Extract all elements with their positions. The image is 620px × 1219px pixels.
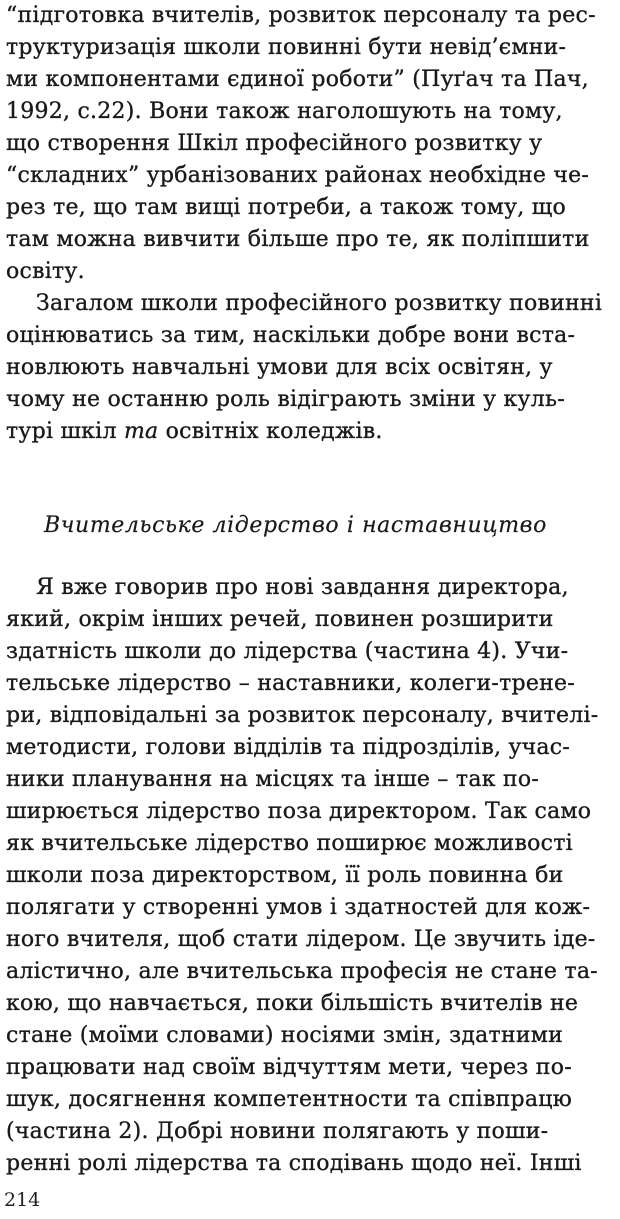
text-line: новлюють навчальні умови для всіх освітян, у [6,355,553,380]
section-heading: Вчительське лідерство і наставництво [44,513,547,538]
text-line: який, окрім інших речей, повинен розширити [6,607,554,632]
text-line: полягати у створенні умов і здатностей для кож- [6,895,591,920]
text-line: здатність школи до лідерства (частина 4). Учи- [6,639,569,664]
text-line: тельське лідерство – наставники, колеги-трене- [6,671,575,696]
text-line: ного вчителя, щоб стати лідером. Це звучить іде- [6,927,596,952]
text-line: чому не останню роль відіграють зміни у куль- [6,387,565,412]
page-number: 214 [4,1189,41,1211]
text-line: що створення Шкіл професійного розвитку у [6,131,543,156]
text-line: методисти, голови відділів та підрозділів, учас- [6,735,571,760]
text-line: стане (моїми словами) носіями змін, здатними [6,1023,564,1048]
text-fragment: турі шкіл [6,419,124,444]
text-line: працювати над своїм відчуттям мети, через по- [6,1055,572,1080]
text-line: ренні ролі лідерства та сподівань щодо неї. Інші [6,1151,582,1176]
text-line: (частина 2). Добрі новини полягають у поши- [6,1119,549,1144]
text-line: освіту. [6,259,85,284]
text-line: кою, що навчається, поки більшість вчителів не [6,991,579,1016]
text-fragment: освітніх коледжів. [158,419,383,444]
text-line: оцінюватись за тим, наскільки добре вони вста- [6,323,576,348]
text-line: 1992, с.22). Вони також наголошують на тому, [6,99,563,124]
text-line: ри, відповідальні за розвиток персоналу, вчителі- [6,703,599,728]
text-line: школи поза директорством, її роль повинна би [6,863,564,888]
text-line: шук, досягнення компетентности та співпрацю [6,1087,573,1112]
text-line: рез те, що там вищі потреби, а також тому, що [6,195,566,220]
text-line: алістично, але вчительська професія не стане та- [6,959,598,984]
text-line: ми компонентами єдиної роботи” (Пуґач та Пач, [6,67,589,92]
text-line: там можна вивчити більше про те, як поліпшити [6,227,590,252]
text-line: як вчительське лідерство поширює можливості [6,831,573,856]
text-line: Я вже говорив про нові завдання директора, [36,575,569,600]
italic-word: та [123,419,159,444]
text-line: “підготовка вчителів, розвиток персоналу та рес- [6,3,596,28]
text-line: ширюється лідерство поза директором. Так само [6,799,592,824]
text-line-last [6,416,606,448]
text-line: труктуризація школи повинні бути невід’ємни- [6,35,567,60]
text-line: “складних” урбанізованих районах необхідне че- [6,163,590,188]
text-line: Загалом школи професійного розвитку повинні [36,291,603,316]
text-line: ники планування на місцях та інше – так по- [6,767,540,792]
